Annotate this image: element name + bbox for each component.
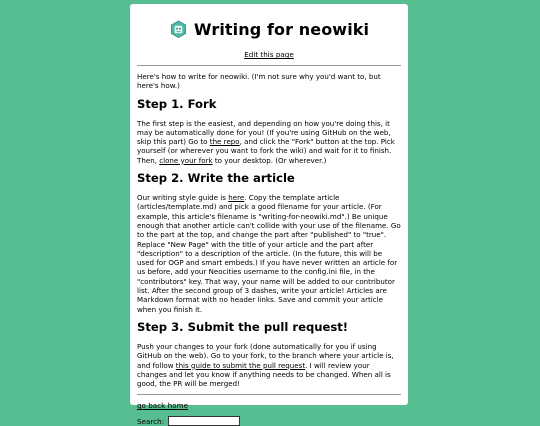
step-3-text: Push your changes to your fork (done automatically for you if using GitHub on the web). Go to your fork, to the branch where your article is, and follow bbox=[137, 341, 394, 370]
site-header bbox=[137, 8, 401, 50]
pull-request-guide-link[interactable]: this guide to submit the pull request bbox=[175, 360, 306, 370]
go-back-home-link[interactable]: go back home bbox=[137, 401, 188, 411]
content-panel bbox=[130, 4, 408, 426]
edit-row bbox=[137, 50, 401, 59]
step-2-text: . Copy the template article (articles/template.md) and pick a good filename for your article. (For example, this article's filename is "writing-for-neowiki.md".) Be unique enough that another article can't collide with your use of the filename. Go to the part at the top, and change the part after "published" to "true". Replace "New Page" with the title of your article and the part after "description" to a description of the article. (In the future, this will be used for OGP and smart embeds.) If you have never written an article for us before, add your Neocities username to the config.ini file, in the "contributors" key. That way, your name will be added to our contributor list. After the second group of 3 dashes, write your article! Articles are Markdown format with no header links. Save and commit your article when you finish it. bbox=[137, 193, 401, 314]
search-row bbox=[137, 416, 401, 426]
step-2-paragraph bbox=[137, 193, 401, 314]
step-1-text: The first step is the easiest, and depending on how you're doing this, it may be automatically done for you! (If you're using GitHub on the web, skip this part) Go to bbox=[137, 118, 391, 147]
neowiki-logo-icon bbox=[169, 20, 188, 39]
step-1-text: to your desktop. (Or wherever.) bbox=[212, 155, 327, 165]
footer bbox=[137, 401, 401, 410]
clone-fork-link[interactable]: clone your fork bbox=[159, 155, 213, 165]
search-input[interactable] bbox=[168, 416, 240, 426]
page-title: Writing for neowiki bbox=[193, 19, 370, 39]
step-2-heading: Step 2. Write the article bbox=[137, 171, 295, 186]
intro-paragraph: Here's how to write for neowiki. (I'm not sure why you'd want to, but here's how.) bbox=[137, 72, 381, 91]
step-3-text: . I will review your changes and let you know if anything needs to be changed. When all is good, the PR will be merged! bbox=[137, 360, 391, 389]
step-1-text: , and click the "Fork" button at the top. Pick yourself (or wherever you want to fork the wiki) and wait for it to finish. Then, bbox=[137, 137, 395, 165]
search-label: Search: bbox=[137, 416, 165, 426]
step-1-heading: Step 1. Fork bbox=[137, 96, 217, 111]
step-3-heading: Step 3. Submit the pull request! bbox=[137, 319, 349, 334]
step-1-paragraph bbox=[137, 119, 401, 165]
divider bbox=[137, 65, 401, 66]
repo-link[interactable]: the repo bbox=[209, 137, 240, 147]
divider bbox=[137, 394, 401, 395]
step-2-text: Our writing style guide is bbox=[137, 193, 229, 203]
step-3-paragraph bbox=[137, 342, 401, 388]
edit-page-link[interactable]: Edit this page bbox=[244, 50, 294, 59]
style-guide-link[interactable]: here bbox=[228, 193, 245, 203]
